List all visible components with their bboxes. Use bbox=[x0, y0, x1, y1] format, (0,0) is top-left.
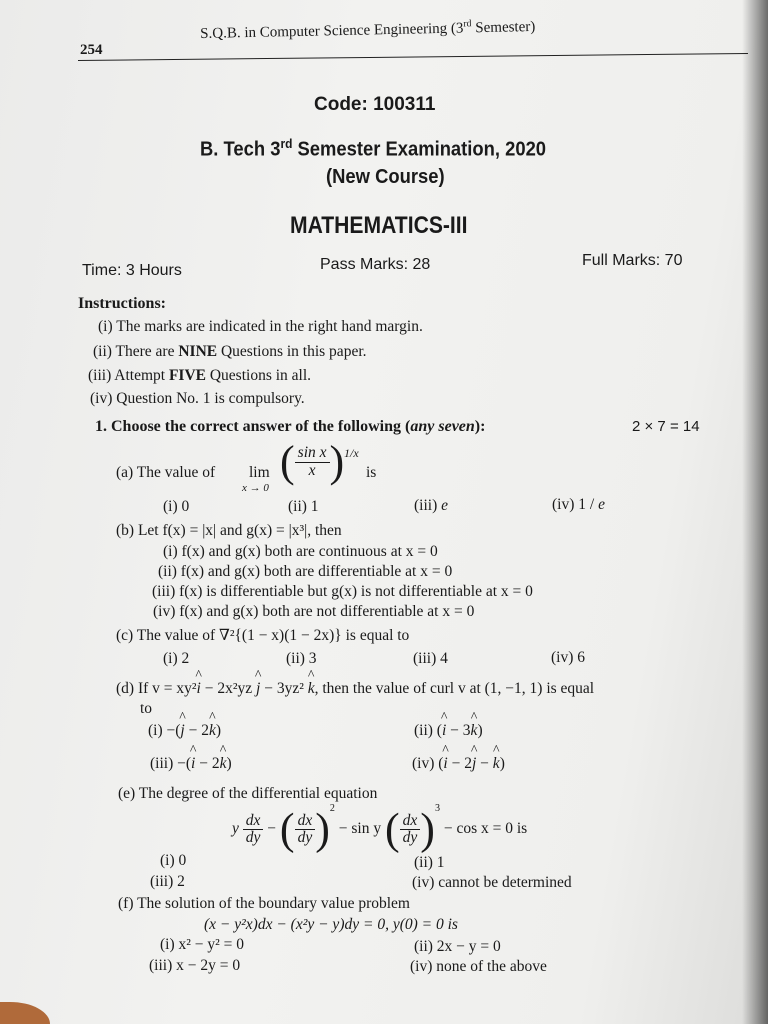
unit-vector-k: ^ k bbox=[308, 680, 315, 698]
unit-vector-k: ^ k bbox=[471, 722, 478, 740]
q1e-stem: (e) The degree of the differential equation bbox=[118, 785, 378, 802]
q1d-option-2-a: (ii) ( bbox=[414, 722, 442, 739]
q1e-option-4: (iv) cannot be determined bbox=[412, 874, 572, 891]
q1a-lead: (a) The value of bbox=[116, 464, 216, 481]
q1d-option-4 bbox=[412, 755, 505, 773]
q1d-stem bbox=[116, 680, 594, 698]
q1e-dx: dx bbox=[295, 813, 316, 830]
q1a-option-1: (i) 0 bbox=[163, 498, 190, 515]
q1e-option-3: (iii) 2 bbox=[150, 873, 185, 890]
q1d-option-3-c: ) bbox=[226, 755, 232, 772]
exam-title bbox=[200, 136, 546, 162]
table-corner bbox=[0, 1002, 50, 1024]
q1d-stem-2: − 2x²yz bbox=[200, 680, 257, 697]
unit-vector-j: ^ j bbox=[472, 755, 476, 773]
unit-vector-i: ^ i bbox=[443, 755, 447, 773]
question-1-heading-emph: any seven bbox=[410, 418, 475, 435]
q1e-tail: − cos x = 0 is bbox=[443, 820, 528, 837]
q1f-option-4: (iv) none of the above bbox=[410, 958, 547, 975]
unit-vector-i: ^ i bbox=[197, 680, 201, 698]
q1d-option-3-a: (iii) −( bbox=[150, 755, 192, 772]
q1a-fraction: ( $\frac{\text{sin x}}{x}$ ) bbox=[280, 437, 345, 486]
q1e-sin: − sin y bbox=[338, 820, 382, 837]
unit-vector-i: ^ i bbox=[191, 755, 195, 773]
q1e-dy: dy bbox=[245, 828, 261, 846]
unit-vector-j: ^ j bbox=[180, 722, 184, 740]
exam-course: (New Course) bbox=[326, 166, 445, 188]
q1d-stem-3: − 3yz² bbox=[260, 680, 308, 697]
instruction-2-text: (ii) There are bbox=[93, 343, 179, 360]
exam-code: Code: 100311 bbox=[314, 94, 436, 115]
question-1-heading bbox=[95, 418, 485, 436]
q1a-option-3-num: (iii) bbox=[414, 497, 442, 514]
q1d-option-1-c: ) bbox=[215, 722, 222, 739]
q1d-option-1-a: (i) −( bbox=[148, 722, 181, 739]
q1b-option-1: (i) f(x) and g(x) both are continuous at x = 0 bbox=[163, 543, 438, 560]
instruction-3-text: (iii) Attempt bbox=[88, 367, 169, 384]
q1e-square: 2 bbox=[329, 803, 335, 814]
q1c-option-3: (iii) 4 bbox=[413, 650, 448, 667]
q1f-option-3: (iii) x − 2y = 0 bbox=[149, 957, 241, 974]
q1f-equation: (x − y²x)dx − (x²y − y)dy = 0, y(0) = 0 is bbox=[204, 916, 458, 933]
q1e-dx: dx bbox=[400, 813, 421, 830]
q1e-y: y bbox=[232, 820, 239, 837]
exam-pass-marks: Pass Marks: 28 bbox=[320, 256, 431, 273]
running-header-tail: Semester) bbox=[471, 18, 536, 37]
exam-title-part-2: Semester Examination, 2020 bbox=[292, 138, 547, 161]
instruction-2 bbox=[93, 343, 367, 361]
exam-title-part: B. Tech 3 bbox=[200, 138, 281, 161]
q1d-option-4-b: − 2 bbox=[447, 755, 472, 772]
q1a-option-4-val: e bbox=[598, 496, 605, 513]
exam-full-marks: Full Marks: 70 bbox=[582, 252, 683, 269]
page-edge-shadow bbox=[742, 0, 768, 1024]
q1e-option-2: (ii) 1 bbox=[414, 854, 445, 871]
instruction-2-text-2: Questions in this paper. bbox=[217, 343, 367, 360]
q1b-option-3: (iii) f(x) is differentiable but g(x) is not differentiable at x = 0 bbox=[152, 583, 533, 600]
instruction-1: (i) The marks are indicated in the right hand margin. bbox=[98, 318, 423, 335]
exam-subject: MATHEMATICS-III bbox=[290, 212, 468, 239]
exam-time: Time: 3 Hours bbox=[82, 262, 182, 279]
q1d-stem-4: , then the value of curl v at (1, −1, 1) is equal bbox=[314, 680, 595, 697]
instruction-2-emph: NINE bbox=[178, 343, 218, 360]
q1a-option-3-val: e bbox=[441, 497, 449, 514]
q1d-option-1 bbox=[148, 722, 221, 740]
q1f-stem: (f) The solution of the boundary value problem bbox=[118, 895, 410, 912]
q1d-stem-1: (d) If v = xy² bbox=[116, 680, 197, 697]
q1a-denominator: x bbox=[308, 461, 316, 479]
q1b-stem: (b) Let f(x) = |x| and g(x) = |x³|, then bbox=[116, 522, 342, 539]
q1a-tail: is bbox=[366, 464, 377, 481]
instruction-3 bbox=[88, 367, 311, 385]
q1e-minus: − bbox=[267, 820, 277, 837]
q1e-option-1: (i) 0 bbox=[160, 852, 187, 869]
q1e-dy: dy bbox=[402, 828, 418, 846]
question-1-marks: 2 × 7 = 14 bbox=[632, 418, 700, 435]
q1d-option-2 bbox=[414, 722, 483, 740]
instruction-3-emph: FIVE bbox=[168, 367, 206, 384]
instructions-heading: Instructions: bbox=[78, 295, 167, 312]
running-header-sup: rd bbox=[463, 18, 472, 30]
q1c-stem: (c) The value of ∇²{(1 − x)(1 − 2x)} is equal to bbox=[116, 627, 410, 644]
q1a-option-3 bbox=[414, 497, 448, 515]
q1c-option-4: (iv) 6 bbox=[551, 649, 586, 666]
q1d-option-4-a: (iv) ( bbox=[412, 755, 444, 772]
q1d-option-1-b: − 2 bbox=[184, 722, 209, 739]
header-rule bbox=[78, 53, 748, 61]
q1d-option-2-c: ) bbox=[477, 722, 483, 739]
q1b-option-4: (iv) f(x) and g(x) both are not differentiable at x = 0 bbox=[153, 603, 475, 620]
question-1-heading-end: ): bbox=[474, 418, 486, 435]
unit-vector-j: ^ j bbox=[256, 680, 260, 698]
instruction-3-text-2: Questions in all. bbox=[205, 367, 312, 384]
q1a-exponent: 1/x bbox=[344, 446, 359, 460]
q1f-option-2: (ii) 2x − y = 0 bbox=[414, 938, 501, 955]
q1c-option-2: (ii) 3 bbox=[286, 650, 317, 667]
q1a-option-4 bbox=[552, 496, 605, 514]
q1d-option-4-c: − bbox=[476, 755, 493, 772]
q1a-numerator: sin x bbox=[295, 445, 330, 462]
q1d-option-3-b: − 2 bbox=[195, 755, 220, 772]
q1f-option-1: (i) x² − y² = 0 bbox=[160, 936, 245, 953]
exam-title-sup: rd bbox=[280, 136, 293, 151]
q1c-option-1: (i) 2 bbox=[163, 650, 190, 667]
q1a-lim-sub: x → 0 bbox=[242, 482, 269, 494]
q1d-option-2-b: − 3 bbox=[446, 722, 471, 739]
page-number: 254 bbox=[80, 42, 103, 58]
q1d-option-4-d: ) bbox=[499, 755, 505, 772]
q1a-option-4-num: (iv) 1 / bbox=[552, 496, 599, 513]
q1d-stem-continued: to bbox=[140, 700, 153, 717]
unit-vector-i: ^ i bbox=[442, 722, 446, 740]
unit-vector-k: ^ k bbox=[209, 722, 216, 740]
running-header bbox=[200, 17, 535, 43]
instruction-4: (iv) Question No. 1 is compulsory. bbox=[90, 390, 305, 407]
q1a-lim: lim bbox=[249, 464, 270, 481]
running-header-title: S.Q.B. in Computer Science Engineering (3 bbox=[200, 20, 464, 42]
q1b-option-2: (ii) f(x) and g(x) both are differentiable at x = 0 bbox=[158, 563, 453, 580]
q1e-cube: 3 bbox=[434, 803, 440, 814]
unit-vector-k: ^ k bbox=[220, 755, 227, 773]
unit-vector-k: ^ k bbox=[493, 755, 500, 773]
q1e-dx: dx bbox=[243, 813, 264, 830]
q1d-option-3 bbox=[150, 755, 232, 773]
q1a-option-2: (ii) 1 bbox=[288, 498, 319, 515]
question-1-heading-text: 1. Choose the correct answer of the following ( bbox=[95, 418, 411, 435]
q1e-dy: dy bbox=[297, 828, 313, 846]
q1e-equation: y $\frac{dx}{dy}$ − ( $\frac{dx}{dy}$ )$^2$ − sin y ( $\frac{dx}{dy}$ )$^3$ − cos x = 0 is bbox=[232, 803, 528, 854]
